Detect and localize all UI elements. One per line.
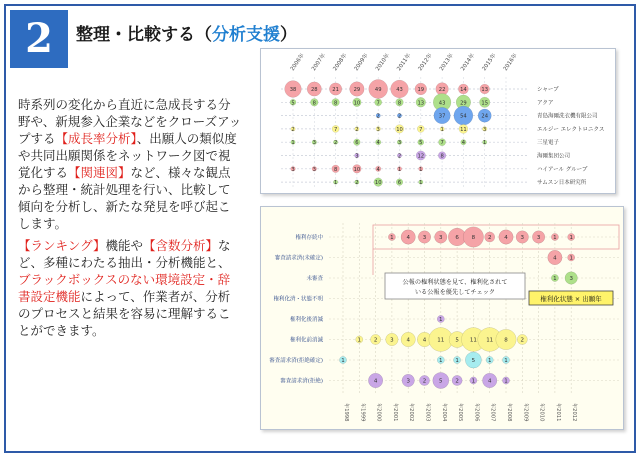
category-label: 審査請求済(拒絶) bbox=[280, 378, 323, 385]
callout-line-1: 公報の権利状態を見て、権利化されて bbox=[402, 279, 508, 286]
bubble-label: 5 bbox=[291, 100, 295, 107]
bubble-label: 4 bbox=[373, 378, 378, 385]
x-tick-label: 年2011 bbox=[554, 403, 561, 422]
bubble-label: 1 bbox=[569, 255, 573, 262]
x-tick-label: 年1998 bbox=[343, 403, 349, 422]
bubble-label: 8 bbox=[440, 153, 444, 160]
x-tick-label: 2011年 bbox=[396, 52, 413, 73]
x-tick-label: 2008年 bbox=[332, 52, 349, 73]
bubble-label: 2 bbox=[487, 235, 492, 241]
p1-segment: など、様々な観点から整理・統計処理を行い、比較して傾向を分析し、新たな発見を呼び起こします。 bbox=[18, 165, 231, 231]
company-label: サムスン日本研究所 bbox=[537, 180, 587, 187]
bubble-label: 1 bbox=[419, 180, 423, 187]
bubble-label: 3 bbox=[439, 235, 443, 241]
status-bubble-chart-panel bbox=[260, 206, 624, 430]
category-label: 権利存続中 bbox=[295, 235, 323, 241]
bubble-label: 3 bbox=[483, 126, 487, 133]
bubble-label: 10 bbox=[396, 126, 403, 133]
bubble-label: 2 bbox=[422, 378, 427, 385]
bubble-label: 8 bbox=[333, 166, 338, 173]
company-label: エルジー エレクトロニクス bbox=[537, 126, 605, 133]
bubble-label: 2 bbox=[397, 113, 402, 120]
bubble-label: 3 bbox=[355, 153, 359, 160]
bubble-label: 2 bbox=[333, 140, 338, 147]
x-tick-label: 年2000 bbox=[375, 403, 382, 422]
bubble-label: 3 bbox=[312, 166, 316, 173]
bubble-label: 7 bbox=[376, 100, 380, 107]
bubble-label: 10 bbox=[353, 100, 361, 107]
bubble-label: 1 bbox=[333, 180, 338, 187]
x-tick-label: 年2009 bbox=[522, 403, 529, 422]
bubble-label: 7 bbox=[333, 126, 338, 133]
bubble-label: 24 bbox=[481, 113, 489, 120]
p1-segment: 【成長率分析】 bbox=[55, 131, 137, 146]
company-label: 三星電子 bbox=[537, 140, 560, 147]
p2-segment: によって、作業者が、分析のプロセスと結果を容易に理解することができます。 bbox=[18, 289, 231, 338]
p1-segment: 時系列の変化から直近に急成長する分野や、新規参入企業などをクローズアップする bbox=[18, 97, 242, 146]
bubble-label: 3 bbox=[536, 235, 541, 241]
bubble-label: 29 bbox=[460, 100, 467, 107]
growth-bubble-chart bbox=[261, 49, 616, 194]
axis-title-label: 権利化状態 × 出願年 bbox=[540, 295, 602, 303]
bubble-label: 5 bbox=[471, 358, 476, 364]
bubble-label: 10 bbox=[374, 180, 382, 187]
bubble-label: 1 bbox=[397, 166, 402, 173]
bubble-label: 6 bbox=[397, 180, 402, 187]
x-tick-label: 年2007 bbox=[489, 403, 496, 422]
bubble-label: 1 bbox=[419, 166, 423, 173]
bubble-label: 10 bbox=[353, 166, 361, 173]
bubble-label: 3 bbox=[406, 378, 410, 385]
bubble-label: 7 bbox=[440, 140, 444, 147]
x-tick-label: 年2008 bbox=[506, 403, 512, 422]
bubble-label: 5 bbox=[439, 378, 443, 385]
title-main: 整理・比較する（ bbox=[76, 25, 212, 45]
description-paragraph-1 bbox=[18, 96, 242, 232]
bubble-label: 2 bbox=[397, 153, 402, 160]
x-tick-label: 2012年 bbox=[417, 52, 434, 73]
bubble-label: 22 bbox=[438, 87, 446, 93]
bubble-label: 4 bbox=[406, 337, 410, 344]
x-tick-label: 年2004 bbox=[440, 403, 447, 422]
bubble-label: 4 bbox=[376, 140, 380, 147]
p2-segment: ブラックボックスのない環境設定・辞書設定機能 bbox=[18, 272, 231, 304]
p1-segment: 【関連図】 bbox=[68, 165, 131, 180]
category-label: 権利化後消滅 bbox=[289, 317, 323, 323]
x-tick-label: 2016年 bbox=[502, 52, 519, 73]
bubble-label: 1 bbox=[487, 358, 492, 364]
bubble-label: 2 bbox=[376, 113, 380, 120]
bubble-label: 4 bbox=[422, 337, 427, 344]
bubble-label: 4 bbox=[376, 166, 380, 173]
bubble-label: 2 bbox=[291, 126, 295, 133]
bubble-label: 43 bbox=[438, 100, 446, 107]
bubble-label: 1 bbox=[439, 317, 443, 323]
bubble-label: 3 bbox=[291, 166, 295, 173]
bubble-label: 4 bbox=[406, 235, 410, 241]
bubble-label: 15 bbox=[481, 100, 489, 107]
bubble-label: 37 bbox=[438, 113, 446, 120]
bubble-label: 2 bbox=[520, 337, 525, 344]
bubble-label: 43 bbox=[396, 87, 403, 93]
x-tick-label: 2007年 bbox=[311, 52, 328, 73]
bubble-label: 5 bbox=[419, 140, 423, 147]
bubble-label: 3 bbox=[312, 140, 316, 147]
x-tick-label: 年2005 bbox=[457, 403, 464, 422]
company-label: シャープ bbox=[537, 87, 559, 93]
bubble-label: 1 bbox=[504, 358, 508, 364]
bubble-label: 5 bbox=[455, 337, 459, 344]
bubble-label: 1 bbox=[504, 378, 508, 385]
status-bubble-chart bbox=[261, 207, 624, 430]
bubble-label: 19 bbox=[417, 87, 425, 93]
bubble-label: 11 bbox=[486, 337, 494, 344]
bubble-label: 21 bbox=[332, 87, 339, 93]
bubble-label: 3 bbox=[569, 276, 573, 282]
x-tick-label: 年2001 bbox=[391, 403, 398, 422]
bubble-label: 3 bbox=[390, 337, 394, 344]
bubble-label: 1 bbox=[471, 378, 476, 385]
bubble-label: 14 bbox=[460, 87, 467, 93]
company-label: アクア bbox=[537, 100, 554, 107]
bubble-label: 8 bbox=[312, 100, 316, 107]
bubble-label: 29 bbox=[353, 87, 361, 93]
bubble-label: 7 bbox=[419, 126, 423, 133]
x-tick-label: 2010年 bbox=[374, 52, 392, 73]
x-tick-label: 年2012 bbox=[571, 403, 578, 422]
category-label: 審査請求済(拒絶確定) bbox=[269, 358, 323, 364]
bubble-label: 3 bbox=[520, 235, 525, 241]
title-highlight: 分析支援 bbox=[212, 25, 280, 45]
p2-segment: 【ランキング】 bbox=[18, 238, 106, 253]
p2-segment: 機能や bbox=[105, 238, 144, 253]
p2-segment: 【含数分析】 bbox=[143, 238, 219, 253]
bubble-label: 2 bbox=[455, 378, 459, 385]
bubble-label: 3 bbox=[376, 126, 380, 133]
bubble-label: 11 bbox=[460, 126, 467, 133]
bubble-label: 11 bbox=[437, 337, 445, 344]
x-tick-label: 年2006 bbox=[473, 403, 480, 422]
description-paragraph-2 bbox=[18, 237, 242, 339]
category-label: 権利化済・状態不明 bbox=[273, 296, 323, 303]
bubble-label: 8 bbox=[504, 337, 508, 344]
company-label: 青島海爾洗衣機有限公司 bbox=[537, 113, 598, 120]
section-title bbox=[76, 20, 297, 45]
growth-bubble-chart-panel bbox=[260, 48, 616, 194]
x-tick-label: 2006年 bbox=[289, 52, 306, 73]
category-label: 審査請求済(未確定) bbox=[274, 255, 323, 262]
bubble-label: 1 bbox=[455, 358, 459, 364]
bubble-label: 8 bbox=[333, 100, 338, 107]
bubble-label: 3 bbox=[397, 140, 402, 147]
bubble-label: 1 bbox=[553, 235, 557, 241]
bubble-label: 1 bbox=[291, 140, 295, 147]
x-tick-label: 2015年 bbox=[481, 52, 498, 73]
bubble-label: 1 bbox=[439, 358, 443, 364]
bubble-label: 6 bbox=[355, 140, 359, 147]
x-tick-label: 年2002 bbox=[408, 403, 415, 422]
bubble-label: 11 bbox=[469, 337, 477, 344]
bubble-label: 2 bbox=[373, 337, 378, 344]
category-label: 未審査 bbox=[306, 276, 323, 282]
bubble-label: 54 bbox=[460, 113, 467, 120]
p2-segment: など、多種にわたる抽出・分析機能と、 bbox=[18, 238, 231, 270]
bubble-label: 4 bbox=[504, 235, 508, 241]
bubble-label: 12 bbox=[417, 153, 425, 160]
p1-segment: 、出願人の類似度や共同出願関係をネットワーク図で視覚化する bbox=[18, 131, 237, 180]
bubble-label: 1 bbox=[440, 126, 444, 133]
section-number-badge: 2 bbox=[10, 10, 68, 68]
bubble-label: 1 bbox=[390, 235, 394, 241]
company-label: ハイアール グループ bbox=[537, 166, 588, 173]
company-label: 海爾集団公司 bbox=[537, 153, 571, 160]
bubble-label: 38 bbox=[289, 87, 297, 93]
bubble-label: 49 bbox=[374, 87, 382, 93]
bubble-label: 8 bbox=[471, 235, 476, 241]
x-tick-label: 2009年 bbox=[353, 52, 370, 73]
bubble-label: 6 bbox=[455, 235, 459, 241]
x-tick-label: 年2010 bbox=[538, 403, 545, 422]
bubble-label: 28 bbox=[310, 87, 318, 93]
category-label: 権利化前消滅 bbox=[289, 337, 323, 344]
x-tick-label: 年1999 bbox=[359, 403, 366, 422]
bubble-label: 1 bbox=[569, 235, 573, 241]
bubble-label: 8 bbox=[397, 100, 402, 107]
x-tick-label: 2014年 bbox=[460, 52, 477, 73]
bubble-label: 1 bbox=[483, 140, 487, 147]
bubble-label: 1 bbox=[357, 337, 362, 344]
bubble-label: 1 bbox=[341, 358, 345, 364]
bubble-label: 1 bbox=[553, 276, 557, 282]
bubble-label: 3 bbox=[422, 235, 427, 241]
x-tick-label: 年2003 bbox=[424, 403, 431, 422]
bubble-label: 13 bbox=[417, 100, 425, 107]
bubble-label: 2 bbox=[355, 180, 359, 187]
title-close: ） bbox=[280, 25, 297, 45]
bubble-label: 2 bbox=[355, 126, 359, 133]
bubble-label: 4 bbox=[553, 255, 557, 262]
x-tick-label: 2013年 bbox=[438, 52, 455, 73]
bubble-label: 13 bbox=[481, 87, 489, 93]
bubble-label: 4 bbox=[461, 140, 466, 147]
bubble-label: 4 bbox=[487, 378, 492, 385]
callout-line-2: いる公報を優先してチェック bbox=[414, 289, 496, 296]
